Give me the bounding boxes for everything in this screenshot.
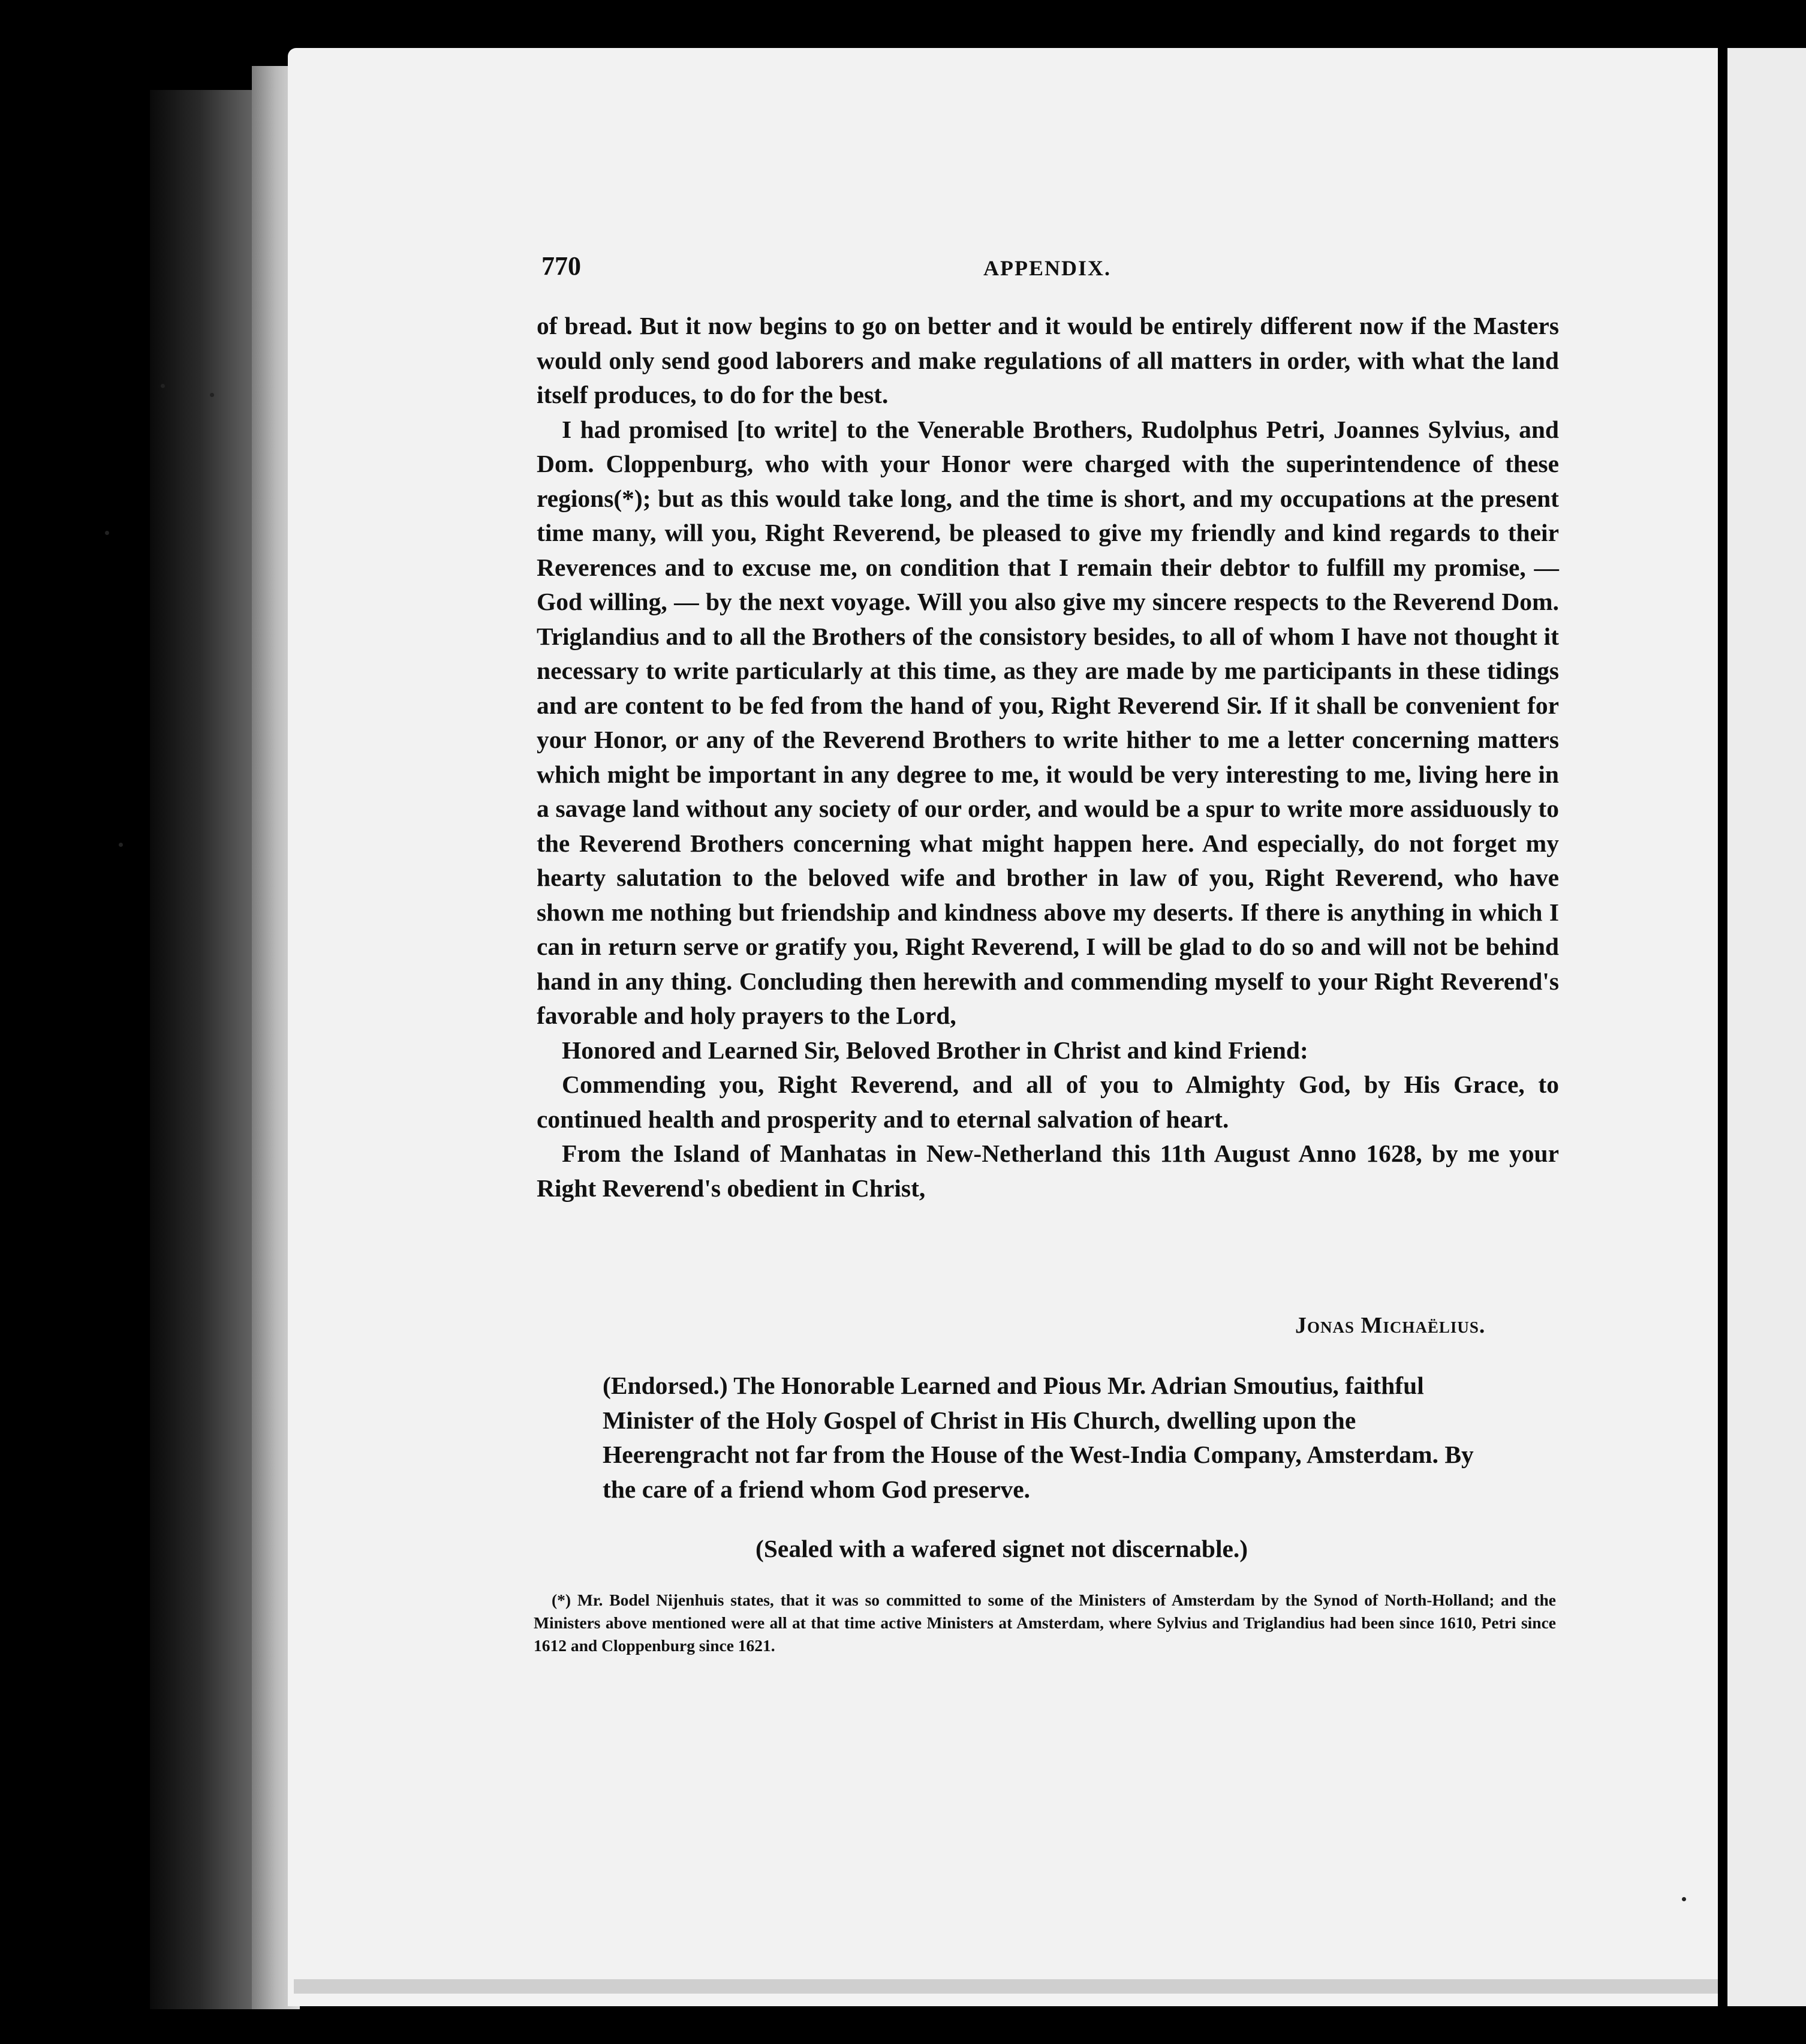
paragraph: Commending you, Right Reverend, and all of you to Almighty God, by His Grace, to continued health and prosperity and to eternal salvation of heart. — [537, 1071, 1559, 1133]
sealed-note: (Sealed with a wafered signet not discernable.) — [755, 1535, 1248, 1562]
paragraph: From the Island of Manhatas in New-Netherland this 11th August Anno 1628, by me your Right Reverend's obedient in Christ, — [537, 1140, 1559, 1202]
scan-speck — [161, 384, 165, 388]
scan-speck — [119, 843, 123, 847]
adjacent-page — [1727, 48, 1806, 2006]
signature: Jonas Michaëlius. — [1295, 1313, 1486, 1338]
footnote — [534, 1589, 1556, 1657]
endorsement-text: (Endorsed.) The Honorable Learned and Pious Mr. Adrian Smoutius, faithful Minister of the Holy Gospel of Christ in His Church, dwelling upon the Heerengracht not far from the House of the West-India Company, Amsterdam. By the care of a friend whom God preserve. — [603, 1372, 1474, 1503]
letter-body — [537, 309, 1559, 1206]
page-bottom-edge — [294, 1979, 1718, 1994]
paragraph: Honored and Learned Sir, Beloved Brother in Christ and kind Friend: — [562, 1036, 1308, 1064]
paragraph: of bread. But it now begins to go on better and it would be entirely different now if the Masters would only send good laborers and make regulations of all matters in order, with what the land itself produces, to do for the best. — [537, 312, 1559, 408]
paragraph: I had promised [to write] to the Venerable Brothers, Rudolphus Petri, Joannes Sylvius, and Dom. Cloppenburg, who with your Honor were charged with the superintendence of these regions(*); but as this would take long, and the time is short, and my occupations at the present time many, will you, Right Reverend, be pleased to give my friendly and kind regards to their Reverences and to excuse me, on condition that I remain their debtor to fulfill my promise, — God willing, — by the next voyage. Will you also give my sincere respects to the Reverend Dom. Triglandius and to all the Brothers of the consistory besides, to all of whom I have not thought it necessary to write particularly at this time, as they are made by me participants in these tidings and are content to be fed from the hand of you, Right Reverend Sir. If it shall be convenient for your Honor, or any of the Reverend Brothers to write hither to me a letter concerning matters which might be important in any degree to me, it would be very interesting to me, living here in a savage land without any society of our order, and would be a spur to write more assiduously to the Reverend Brothers concerning what might happen here. And especially, do not forget my hearty salutation to the beloved wife and brother in law of you, Right Reverend, who have shown me nothing but friendship and kindness above my deserts. If there is anything in which I can in return serve or gratify you, Right Reverend, I will be glad to do so and will not be behind hand in any thing. Concluding then herewith and commending myself to your Right Reverend's favorable and holy prayers to the Lord, — [537, 415, 1559, 1029]
footnote-text: (*) Mr. Bodel Nijenhuis states, that it was so committed to some of the Ministers of Amsterdam by the Synod of North-Holland; and the Ministers above mentioned were all at that time active Ministers at Amsterdam, where Sylvius and Triglandius had been since 1610, Petri since 1612 and Cloppenburg since 1621. — [534, 1591, 1556, 1655]
running-head: APPENDIX. — [983, 256, 1111, 280]
scan-speck — [1682, 1897, 1686, 1901]
scan-speck — [105, 531, 109, 535]
scan-speck — [210, 393, 214, 397]
page-gutter — [1718, 48, 1727, 2006]
endorsement — [603, 1369, 1508, 1507]
page-number: 770 — [541, 251, 581, 281]
